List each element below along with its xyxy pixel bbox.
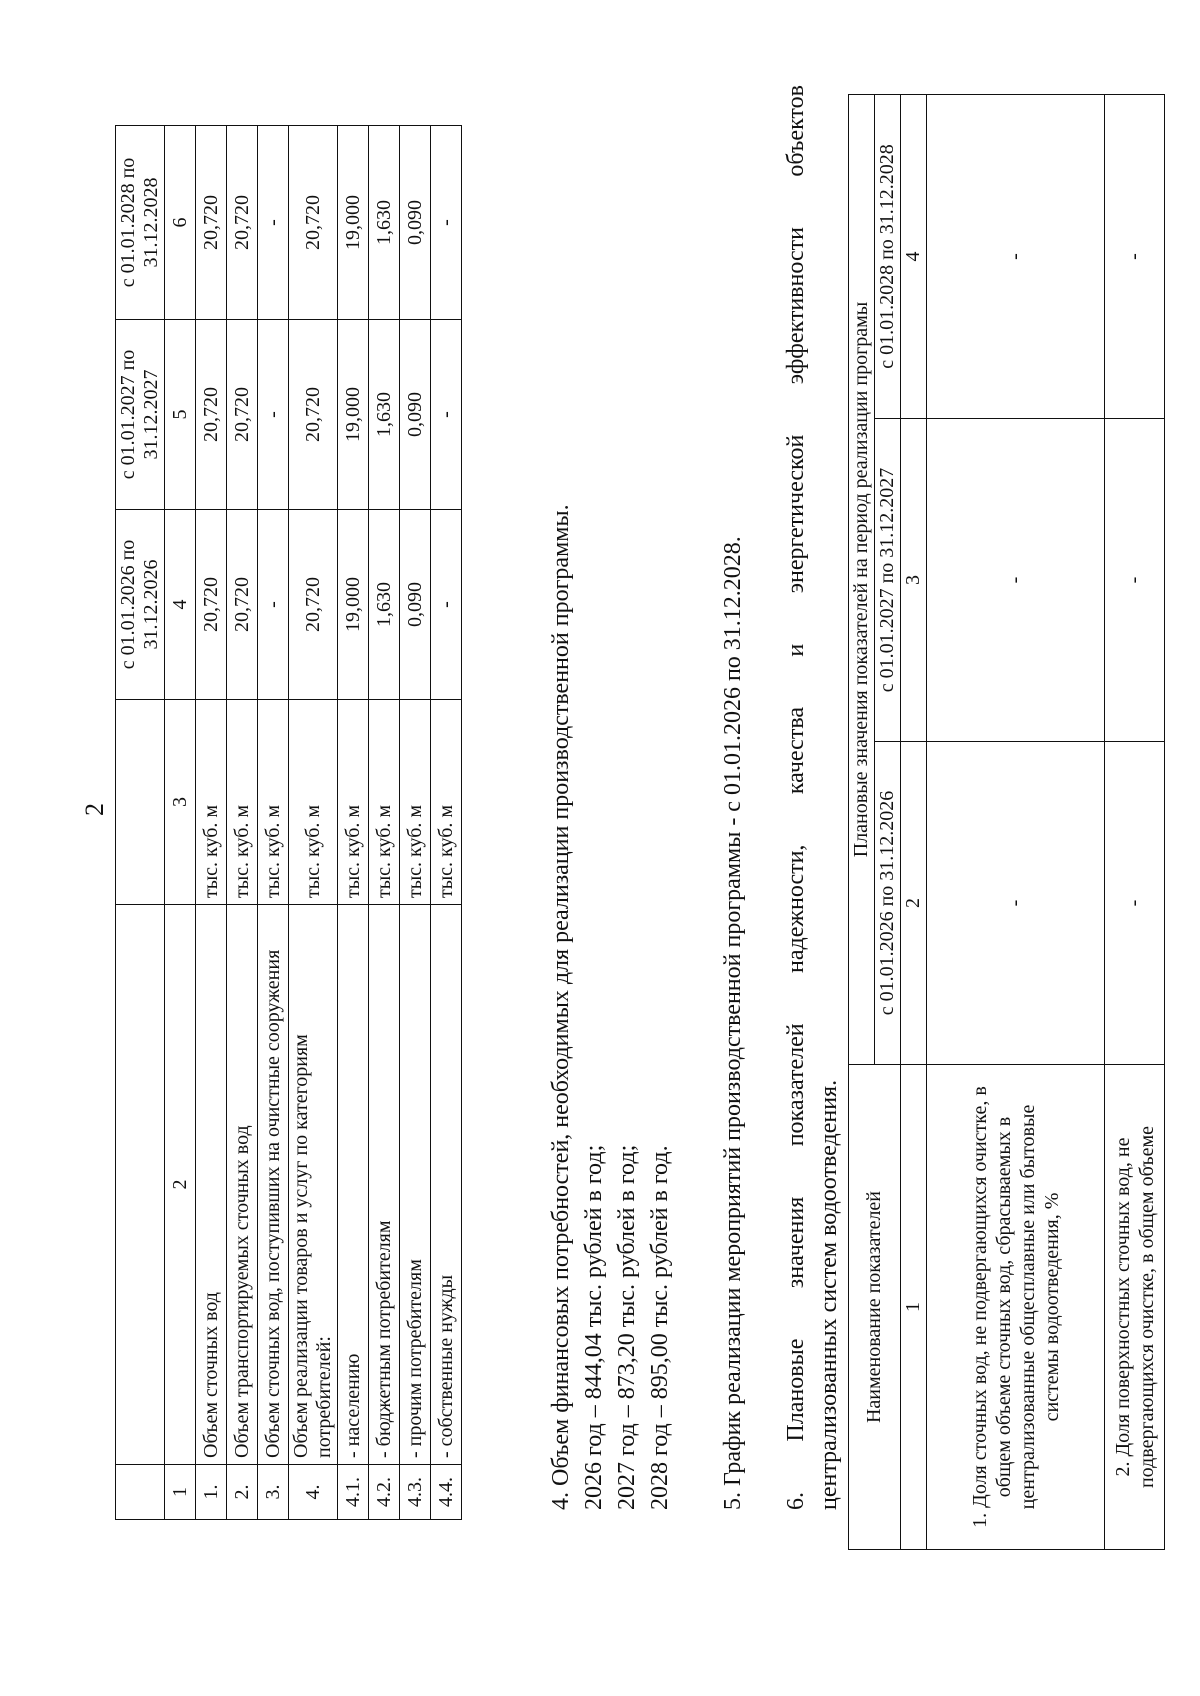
row-number: 4.4.: [431, 1465, 462, 1520]
planned-values-header: Плановые значения показателей на период реализации програмы: [849, 95, 875, 1065]
row-name: - собственные нужды: [431, 905, 462, 1465]
header-cell: [116, 905, 165, 1465]
finance-line-2027: 2027 год – 873,20 тыс. рублей в год;: [614, 1144, 640, 1510]
header-cell: с 01.01.2028 по 31.12.2028: [116, 126, 165, 320]
column-number: 3: [901, 419, 927, 742]
row-name: Объем сточных вод: [196, 905, 227, 1465]
column-number: 2: [165, 905, 196, 1465]
value-2027: 20,720: [196, 320, 227, 510]
row-name: - бюджетным потребителям: [369, 905, 400, 1465]
value-2026: -: [258, 510, 289, 700]
volumes-table: [115, 125, 462, 1520]
row-number: 2.: [227, 1465, 258, 1520]
heading-word: качества: [783, 707, 809, 795]
table-row: [338, 126, 369, 1520]
period-2026: с 01.01.2026 по 31.12.2026: [875, 742, 901, 1065]
table-row: [400, 126, 431, 1520]
header-cell: с 01.01.2027 по 31.12.2027: [116, 320, 165, 510]
indicators-table: [848, 94, 1165, 1550]
page-number: 2: [80, 803, 109, 816]
finance-line-2028: 2028 год – 895,00 тыс. рублей в год.: [647, 1145, 673, 1510]
value-2027: 1,630: [369, 320, 400, 510]
header-cell: с 01.01.2026 по 31.12.2026: [116, 510, 165, 700]
row-number: 4.3.: [400, 1465, 431, 1520]
indicator-name: 1. Доля сточных вод, не подвергающихся очистке, в общем объеме сточных вод, сбрасываемых в централизованные общесплавные или бытовые системы водоотведения, %: [927, 1065, 1105, 1550]
column-number-row: [901, 95, 927, 1550]
value-2026: 0,090: [400, 510, 431, 700]
row-number: 3.: [258, 1465, 289, 1520]
indicator-name-header: Наименование показателей: [849, 1065, 901, 1550]
section-financial-needs: [545, 110, 677, 1510]
header-cell: [116, 1465, 165, 1520]
column-number-row: [165, 126, 196, 1520]
period-2028: с 01.01.2028 по 31.12.2028: [875, 95, 901, 419]
column-number: 6: [165, 126, 196, 320]
value-2027: 20,720: [227, 320, 258, 510]
row-unit: тыс. куб. м: [369, 700, 400, 905]
heading-word: эффективности: [783, 227, 809, 385]
value-2028: 19,000: [338, 126, 369, 320]
column-number: 1: [901, 1065, 927, 1550]
table-row: [227, 126, 258, 1520]
value-2027: -: [1105, 419, 1165, 742]
header-cell: [116, 700, 165, 905]
value-2026: -: [431, 510, 462, 700]
table-row: [289, 126, 338, 1520]
indicator-name: 2. Доля поверхностных сточных вод, не подвергающихся очистке, в общем объеме: [1105, 1065, 1165, 1550]
value-2028: 20,720: [289, 126, 338, 320]
table-row: [927, 95, 1105, 1550]
value-2027: 19,000: [338, 320, 369, 510]
row-number: 4.2.: [369, 1465, 400, 1520]
finance-line-2026: 2026 год – 844,04 тыс. рублей в год;: [581, 1144, 607, 1510]
value-2028: 0,090: [400, 126, 431, 320]
value-2027: 20,720: [289, 320, 338, 510]
row-unit: тыс. куб. м: [431, 700, 462, 905]
value-2026: 20,720: [196, 510, 227, 700]
value-2028: -: [1105, 95, 1165, 419]
heading-word: Плановые: [783, 1338, 809, 1442]
column-number: 4: [901, 95, 927, 419]
value-2026: 20,720: [227, 510, 258, 700]
table-row: [431, 126, 462, 1520]
row-name: - населению: [338, 905, 369, 1465]
value-2027: -: [258, 320, 289, 510]
row-number: 4.1.: [338, 1465, 369, 1520]
heading-word: энергетической: [783, 434, 809, 594]
row-number: 4.: [289, 1465, 338, 1520]
table-row: [369, 126, 400, 1520]
column-number: 3: [165, 700, 196, 905]
value-2028: 20,720: [227, 126, 258, 320]
heading-word: значения: [783, 1196, 809, 1289]
row-number: 1.: [196, 1465, 227, 1520]
row-unit: тыс. куб. м: [289, 700, 338, 905]
value-2027: -: [927, 419, 1105, 742]
heading-word: показателей: [783, 1023, 809, 1147]
period-2027: с 01.01.2027 по 31.12.2027: [875, 419, 901, 742]
table-row: [196, 126, 227, 1520]
column-number: 5: [165, 320, 196, 510]
value-2028: -: [258, 126, 289, 320]
heading-word: надежности,: [783, 844, 809, 973]
value-2028: 20,720: [196, 126, 227, 320]
value-2026: -: [1105, 742, 1165, 1065]
heading-word: и: [783, 643, 809, 657]
table-row: [1105, 95, 1165, 1550]
column-number: 1: [165, 1465, 196, 1520]
row-unit: тыс. куб. м: [196, 700, 227, 905]
value-2027: 0,090: [400, 320, 431, 510]
value-2026: -: [927, 742, 1105, 1065]
heading-word: 6.: [783, 1492, 809, 1510]
column-number: 4: [165, 510, 196, 700]
table-header-row: [116, 126, 165, 1520]
value-2028: -: [927, 95, 1105, 419]
section-heading: [780, 85, 813, 1510]
value-2026: 20,720: [289, 510, 338, 700]
section-heading-line2: централизованных систем водоотведения.: [816, 1079, 842, 1510]
section-schedule: 5. График реализации мероприятий производственной программы - с 01.01.2026 по 31.12.2028.: [720, 536, 746, 1510]
table-header-row: [849, 95, 875, 1550]
value-2028: -: [431, 126, 462, 320]
heading-word: объектов: [783, 85, 809, 177]
table-row: [258, 126, 289, 1520]
row-unit: тыс. куб. м: [338, 700, 369, 905]
row-name: Объем транспортируемых сточных вод: [227, 905, 258, 1465]
value-2026: 19,000: [338, 510, 369, 700]
row-unit: тыс. куб. м: [400, 700, 431, 905]
row-unit: тыс. куб. м: [258, 700, 289, 905]
column-number: 2: [901, 742, 927, 1065]
row-name: Объем сточных вод, поступивших на очистные сооружения: [258, 905, 289, 1465]
value-2028: 1,630: [369, 126, 400, 320]
section-heading: 4. Объем финансовых потребностей, необходимых для реализации производственной программы.: [548, 504, 574, 1510]
row-name: Объем реализации товаров и услуг по категориям потребителей:: [289, 905, 338, 1465]
value-2026: 1,630: [369, 510, 400, 700]
value-2027: -: [431, 320, 462, 510]
section-indicators: [780, 85, 846, 1510]
row-unit: тыс. куб. м: [227, 700, 258, 905]
row-name: - прочим потребителям: [400, 905, 431, 1465]
